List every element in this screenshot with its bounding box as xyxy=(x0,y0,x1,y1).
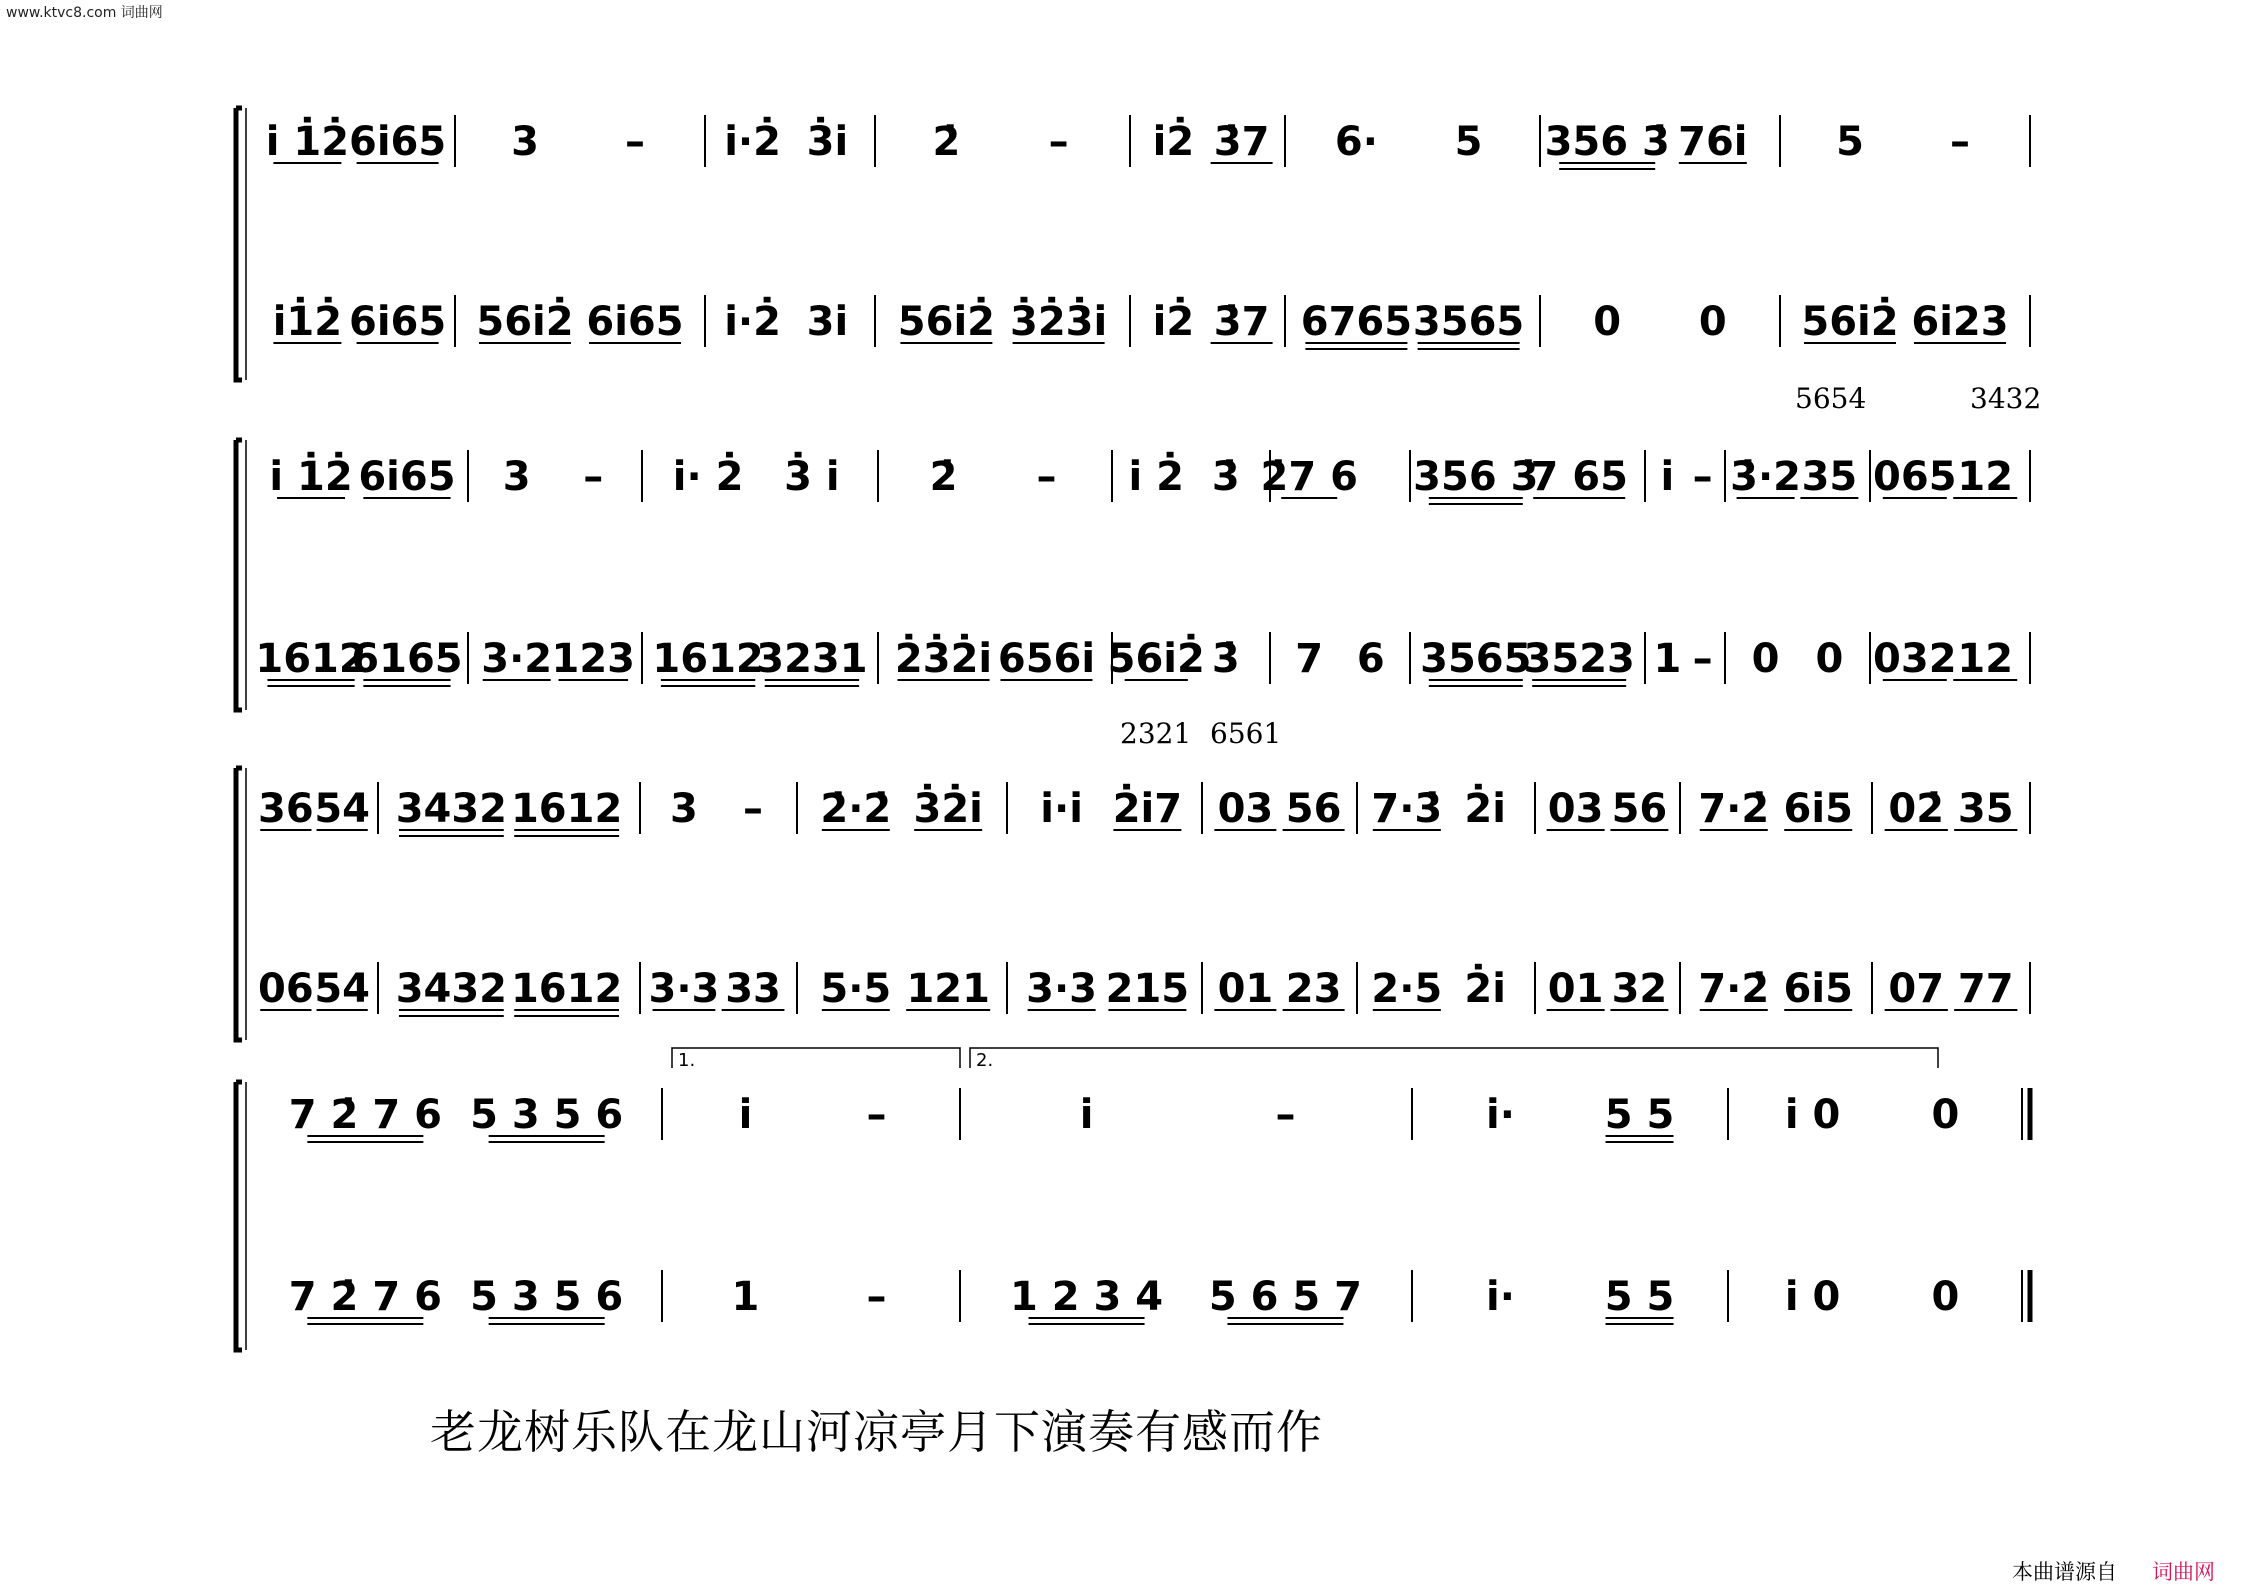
measure xyxy=(670,782,797,834)
ornament-annotation: 5654 xyxy=(1795,382,1867,415)
measure xyxy=(1653,632,1725,684)
system-bracket xyxy=(236,768,242,1040)
measure xyxy=(1335,115,1540,167)
measure xyxy=(258,962,378,1014)
measure xyxy=(1260,450,1410,502)
system-bracket xyxy=(236,1082,242,1350)
measure xyxy=(652,632,878,686)
note-group: – xyxy=(1950,119,1970,165)
note-group: – xyxy=(1692,454,1713,500)
note-group: 656i̇ xyxy=(997,636,1096,682)
measure xyxy=(1214,962,1357,1014)
note-group: 03 xyxy=(1547,786,1604,832)
note-group: i̇·2̇ xyxy=(724,299,781,345)
volta-bracket-2 xyxy=(970,1048,1938,1068)
note-group: 6765 xyxy=(1300,299,1413,345)
measure xyxy=(476,295,705,347)
measure xyxy=(1026,962,1202,1014)
measure xyxy=(1873,450,2030,502)
note-group: i̇1̇2̇ xyxy=(272,299,343,345)
note-group: 2̇i̇ xyxy=(1464,966,1506,1012)
note-group: 2̇i̇ xyxy=(1464,786,1506,832)
score-system xyxy=(236,768,2030,1040)
note-group: 02̇ xyxy=(1888,786,1945,832)
note-group: – xyxy=(1692,636,1713,682)
note-group: 76i̇ xyxy=(1678,119,1748,165)
measure xyxy=(258,782,378,834)
note-group: 5 3 5 6 xyxy=(470,1274,624,1320)
note-group: i̇ xyxy=(1079,1092,1094,1138)
measure xyxy=(1301,295,1540,349)
note-group: 6 xyxy=(1356,636,1385,682)
note-group: 2̇·2̇ xyxy=(820,786,892,832)
note-group: 56i̇2̇ xyxy=(897,299,996,345)
note-group: 356 3̇ xyxy=(1544,119,1670,165)
note-group: – xyxy=(866,1092,887,1138)
score-system xyxy=(236,1048,2030,1350)
note-group: 5·5 xyxy=(820,966,892,1012)
note-group: 121 xyxy=(906,966,990,1012)
note-group: – xyxy=(866,1274,887,1320)
measure xyxy=(1371,962,1535,1014)
measure xyxy=(1547,782,1680,834)
note-group: 3·2 xyxy=(481,636,553,682)
note-group: – xyxy=(625,119,645,165)
note-group: i̇ xyxy=(1660,454,1675,500)
note-group: 56i̇2̇ xyxy=(1801,299,1899,345)
note-group: – xyxy=(743,786,764,832)
note-group: 3·3 xyxy=(648,966,720,1012)
composition-note: 老龙树乐队在龙山河凉亭月下演奏有感而作 xyxy=(430,1405,1323,1459)
note-group: i̇ 1̇2̇ xyxy=(269,454,353,500)
note-group: 5 xyxy=(1836,119,1864,165)
measure xyxy=(1486,1088,1728,1142)
note-group: 2̇ xyxy=(932,119,961,165)
note-group: 0 xyxy=(1593,299,1622,345)
note-group: i̇2̇ xyxy=(1152,299,1195,345)
note-group: 1 xyxy=(731,1274,760,1320)
note-group: 7 65 xyxy=(1530,454,1628,500)
note-group: 215 xyxy=(1105,966,1190,1012)
measure xyxy=(1730,450,1870,502)
note-group: 3̇ xyxy=(1211,454,1240,500)
measure xyxy=(1153,295,1285,347)
note-group: 5 6 5 7 xyxy=(1208,1274,1362,1320)
note-group: 123 xyxy=(551,636,636,682)
note-group: i̇ xyxy=(738,1092,753,1138)
note-group: 0 xyxy=(1931,1092,1960,1138)
ornament-annotation: 6561 xyxy=(1210,717,1282,750)
note-group: 3̇ xyxy=(1211,636,1240,682)
note-group: i̇ 2̇ xyxy=(1128,454,1184,500)
footer-source-text: 本曲谱源自 xyxy=(2012,1560,2117,1584)
measure xyxy=(820,962,1007,1014)
note-group: 1612 xyxy=(652,636,764,682)
measure xyxy=(1486,1270,1728,1324)
measure xyxy=(1785,1270,2030,1322)
measure xyxy=(1873,632,2030,684)
note-group: 3565 xyxy=(1420,636,1532,682)
measure xyxy=(732,1270,960,1322)
note-group: 3565 xyxy=(1412,299,1525,345)
note-group: 56i̇2̇ xyxy=(476,299,574,345)
volta-bracket-1 xyxy=(672,1048,960,1068)
system-bracket xyxy=(236,108,242,380)
note-group: 7 xyxy=(1295,636,1324,682)
note-group: 5 3 5 6 xyxy=(470,1092,624,1138)
measure xyxy=(1661,450,1725,502)
note-group: 3̇ i̇ xyxy=(784,454,840,500)
note-group: i̇ 1̇2̇ xyxy=(265,119,350,165)
measure xyxy=(1108,632,1270,684)
note-group: 3432 xyxy=(395,786,508,832)
note-group: 0 xyxy=(1931,1274,1960,1320)
note-group: 6i̇5 xyxy=(1783,786,1853,832)
note-group: 6· xyxy=(1334,119,1378,165)
measure xyxy=(289,1088,662,1142)
note-group: 06 xyxy=(258,966,314,1012)
note-group: 7·2̇ xyxy=(1698,966,1770,1012)
note-group: 5 5 xyxy=(1604,1274,1675,1320)
measure xyxy=(739,1088,960,1140)
note-group: 32 xyxy=(1611,966,1668,1012)
measure xyxy=(1547,962,1680,1014)
footer-site-link[interactable]: 词曲网 xyxy=(2152,1560,2215,1584)
note-group: 3231 xyxy=(756,636,868,682)
note-group: 56 xyxy=(1611,786,1668,832)
note-group: 54 xyxy=(314,966,370,1012)
note-group: i̇· 2̇ xyxy=(672,454,744,500)
note-group: 0 xyxy=(1698,299,1727,345)
note-group: 2̇7 6 xyxy=(1260,454,1358,500)
note-group: 54 xyxy=(314,786,370,832)
measure xyxy=(1129,450,1270,502)
measure xyxy=(1295,632,1410,684)
note-group: 7·3̇ xyxy=(1371,786,1443,832)
note-group: 56i̇2̇ xyxy=(1107,636,1205,682)
measure xyxy=(511,115,705,167)
note-group: 01 xyxy=(1217,966,1274,1012)
note-group: 3̇i̇ xyxy=(806,119,849,165)
measure xyxy=(1885,962,2030,1014)
note-group: 12 xyxy=(1957,454,2014,500)
note-group: 3523 xyxy=(1523,636,1635,682)
note-group: 33 xyxy=(725,966,781,1012)
note-group: 3 xyxy=(511,119,539,165)
measure xyxy=(1785,1088,2030,1140)
measure xyxy=(1801,295,2030,347)
note-group: 3̇·2 xyxy=(1730,454,1802,500)
note-group: 03 xyxy=(1217,786,1274,832)
note-group: 3·3 xyxy=(1026,966,1098,1012)
note-group: 6i̇5 xyxy=(1783,966,1853,1012)
note-group: 3 xyxy=(502,454,531,500)
note-group: 6i̇65 xyxy=(586,299,684,345)
note-group: 7 2̇ 7 6 xyxy=(288,1092,442,1138)
note-group: 07 xyxy=(1888,966,1945,1012)
note-group: – xyxy=(583,454,604,500)
note-group: 356 3̇ xyxy=(1413,454,1539,500)
measure xyxy=(1593,295,1780,347)
note-group: 2̇i̇7 xyxy=(1112,786,1183,832)
measure xyxy=(266,115,455,167)
note-group: 0 xyxy=(1751,636,1780,682)
note-group: 3̇2̇3̇i̇ xyxy=(1009,299,1108,345)
note-group: 6i̇23 xyxy=(1911,299,2009,345)
measure xyxy=(724,115,875,167)
note-group: 35 xyxy=(1801,454,1858,500)
measure xyxy=(1752,632,1870,684)
system-bracket xyxy=(236,440,242,710)
measure xyxy=(1413,450,1645,504)
ornament-annotation: 3432 xyxy=(1970,382,2042,415)
measure xyxy=(1420,632,1645,686)
note-group: i̇· xyxy=(1486,1092,1515,1138)
measure xyxy=(396,962,640,1016)
note-group: 3i̇ xyxy=(806,299,849,345)
watermark: www.ktvc8.com 词曲网 xyxy=(6,5,163,21)
note-group: i̇2̇ xyxy=(1152,119,1195,165)
note-group: i̇·2̇ xyxy=(724,119,781,165)
note-group: 56 xyxy=(1285,786,1342,832)
measure xyxy=(820,782,1007,834)
note-group: 2̇3̇2̇i̇ xyxy=(894,636,993,682)
measure xyxy=(1010,1270,1412,1324)
note-group: 2·5 xyxy=(1371,966,1443,1012)
note-group: 1 xyxy=(1653,636,1682,682)
measure xyxy=(1698,782,1872,834)
measure xyxy=(1836,115,2030,167)
measure xyxy=(269,450,468,502)
volta-label: 1. xyxy=(678,1050,696,1071)
note-group: i̇ 0 xyxy=(1784,1092,1841,1138)
measure xyxy=(649,962,797,1014)
measure xyxy=(932,115,1130,167)
note-group: 3̇2̇i̇ xyxy=(913,786,983,832)
note-group: 23 xyxy=(1285,966,1342,1012)
note-group: 36 xyxy=(258,786,314,832)
measure xyxy=(1698,962,1872,1014)
note-group: 2̇ xyxy=(929,454,958,500)
note-group: i̇ 0 xyxy=(1784,1274,1841,1320)
measure xyxy=(1545,115,1780,169)
measure xyxy=(1214,782,1357,834)
note-group: 01 xyxy=(1547,966,1604,1012)
measure xyxy=(895,632,1112,684)
score-system xyxy=(236,108,2041,415)
note-group: 1612 xyxy=(510,786,623,832)
volta-label: 2. xyxy=(976,1050,994,1071)
note-group: 1 2 3 4 xyxy=(1010,1274,1164,1320)
note-group: 6i̇65 xyxy=(358,454,456,500)
measure xyxy=(255,632,468,686)
note-group: 065 xyxy=(1873,454,1957,500)
note-group: 3 xyxy=(670,786,698,832)
note-group: 0 xyxy=(1815,636,1844,682)
measure xyxy=(1153,115,1285,167)
measure xyxy=(1080,1088,1412,1140)
measure xyxy=(503,450,642,502)
note-group: 12 xyxy=(1957,636,2014,682)
note-group: 35 xyxy=(1957,786,2014,832)
note-group: 7·2̇ xyxy=(1698,786,1770,832)
note-group: 6165 xyxy=(351,636,463,682)
measure xyxy=(289,1270,662,1324)
note-group: 5 xyxy=(1454,119,1483,165)
measure xyxy=(273,295,455,347)
note-group: 032 xyxy=(1873,636,1957,682)
measure xyxy=(1371,782,1535,834)
note-group: i̇·i̇ xyxy=(1040,786,1083,832)
ornament-annotation: 2321 xyxy=(1120,717,1192,750)
note-group: – xyxy=(1275,1092,1296,1138)
score-system xyxy=(236,440,2030,750)
measure xyxy=(673,450,878,502)
note-group: 3̇7 xyxy=(1213,299,1270,345)
note-group: i̇· xyxy=(1486,1274,1515,1320)
note-group: 5 5 xyxy=(1604,1092,1675,1138)
note-group: 1612 xyxy=(510,966,623,1012)
measure xyxy=(930,450,1112,502)
note-group: 7 2̇ 7 6 xyxy=(288,1274,442,1320)
measure xyxy=(481,632,642,684)
note-group: 3432 xyxy=(395,966,508,1012)
measure xyxy=(1885,782,2030,834)
note-group: 1612 xyxy=(255,636,367,682)
note-group: 77 xyxy=(1957,966,2014,1012)
note-group: 6i̇65 xyxy=(348,299,447,345)
measure xyxy=(1040,782,1202,834)
note-group: – xyxy=(1036,454,1057,500)
measure xyxy=(898,295,1130,347)
note-group: 6i̇65 xyxy=(348,119,447,165)
measure xyxy=(396,782,640,836)
measure xyxy=(724,295,875,347)
note-group: – xyxy=(1048,119,1069,165)
note-group: 3̇7 xyxy=(1213,119,1270,165)
